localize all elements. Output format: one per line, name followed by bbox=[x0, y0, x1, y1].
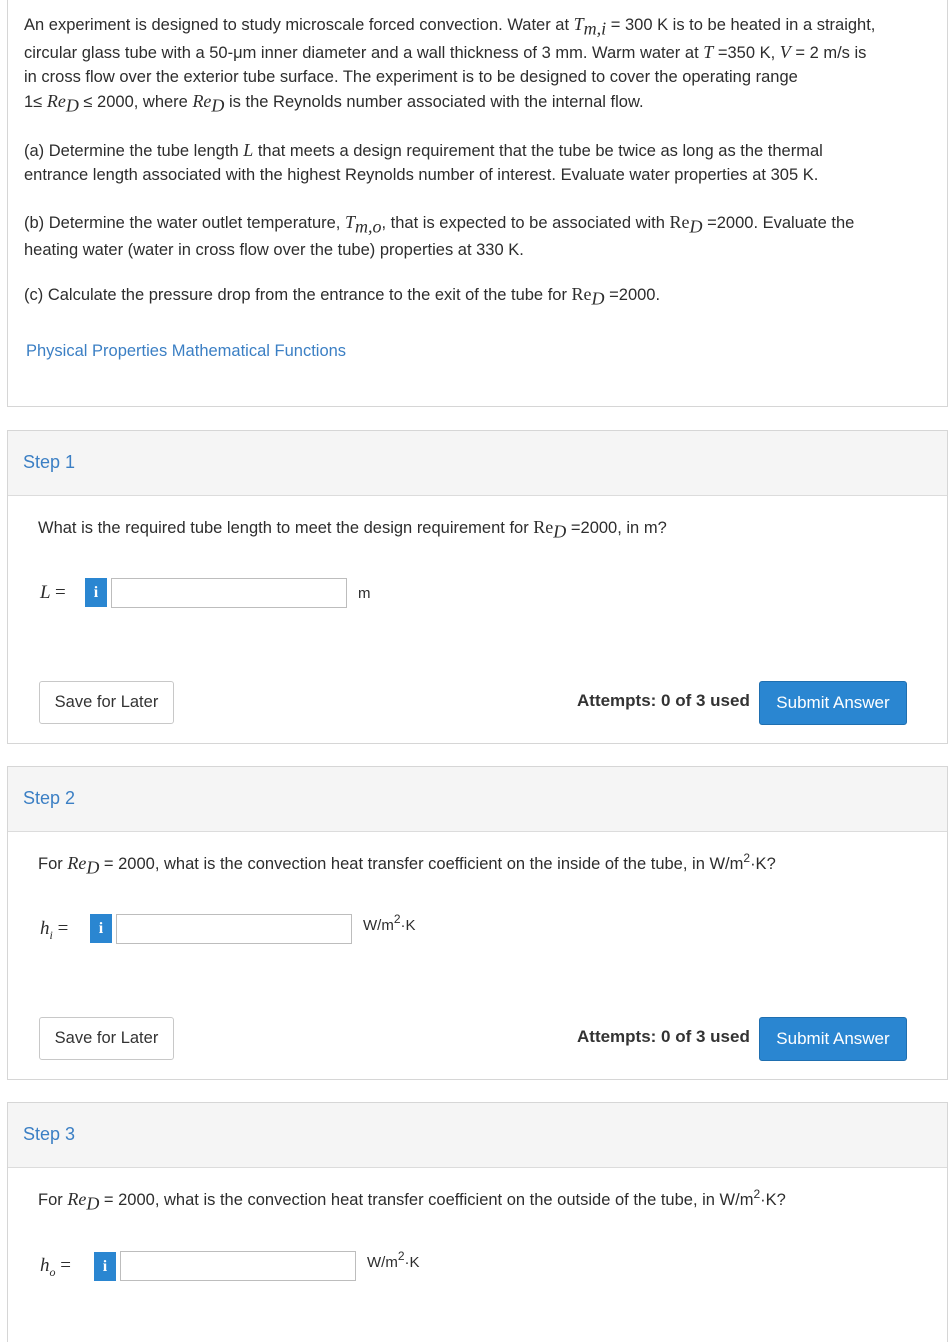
unit-text: W/m bbox=[367, 1254, 398, 1271]
math-subscript: D bbox=[591, 288, 605, 309]
problem-text: 1≤ bbox=[24, 93, 47, 112]
superscript: 2 bbox=[393, 912, 401, 926]
unit-text: ·K bbox=[404, 1254, 420, 1271]
step-2-question bbox=[38, 851, 776, 879]
step-1-card bbox=[7, 430, 948, 744]
unit-label bbox=[363, 912, 416, 934]
problem-part-c bbox=[24, 282, 939, 310]
step-1-title: Step 1 bbox=[23, 452, 76, 472]
unit-text: ·K bbox=[400, 917, 416, 934]
equals-sign: = bbox=[57, 918, 69, 939]
math-symbol: Re bbox=[67, 853, 87, 873]
math-subscript: m,i bbox=[583, 18, 607, 39]
problem-text: = 300 K is to be heated in a straight, bbox=[606, 16, 876, 34]
label-subscript: i bbox=[49, 927, 53, 942]
resource-links bbox=[26, 342, 346, 361]
math-subscript: D bbox=[86, 1193, 100, 1214]
problem-text: (c) Calculate the pressure drop from the entrance to the exit of the tube for bbox=[24, 286, 572, 304]
math-symbol: Re bbox=[67, 1189, 87, 1209]
question-text: = 2000, what is the convection heat transfer coefficient on the inside of the tube, in W/m bbox=[99, 855, 744, 873]
attempts-counter: Attempts: 0 of 3 used bbox=[577, 1027, 750, 1046]
answer-label bbox=[40, 582, 66, 604]
equals-sign: = bbox=[54, 582, 66, 603]
answer-label bbox=[40, 1255, 71, 1280]
submit-answer-button[interactable]: Submit Answer bbox=[759, 681, 907, 725]
info-icon[interactable]: i bbox=[94, 1252, 116, 1281]
problem-text: is the Reynolds number associated with the internal flow. bbox=[224, 93, 644, 112]
problem-text: entrance length associated with the highest Reynolds number of interest. Evaluate water properties at 305 K. bbox=[24, 166, 819, 184]
submit-answer-button[interactable]: Submit Answer bbox=[759, 1017, 907, 1061]
math-symbol: L bbox=[243, 140, 254, 160]
label-symbol: h bbox=[40, 918, 50, 939]
question-text: For bbox=[38, 855, 68, 873]
problem-text: An experiment is designed to study microscale forced convection. Water at bbox=[24, 16, 574, 34]
math-subscript: D bbox=[211, 95, 225, 116]
problem-text: circular glass tube with a 50-μm inner diameter and a wall thickness of 3 mm. Warm water at bbox=[24, 44, 704, 63]
math-subscript: D bbox=[689, 216, 703, 237]
superscript: 2 bbox=[753, 1187, 761, 1201]
step-3-card bbox=[7, 1102, 948, 1342]
math-subscript: D bbox=[65, 95, 79, 116]
problem-text: (b) Determine the water outlet temperature, bbox=[24, 214, 345, 232]
step-3-question bbox=[38, 1187, 786, 1215]
save-for-later-button[interactable]: Save for Later bbox=[39, 1017, 174, 1060]
problem-text: =2000. bbox=[604, 286, 661, 304]
math-subscript: D bbox=[553, 521, 567, 542]
math-symbol: T bbox=[344, 212, 355, 232]
inside-coefficient-input[interactable] bbox=[116, 914, 352, 944]
tube-length-input[interactable] bbox=[111, 578, 347, 608]
problem-text: =2000. Evaluate the bbox=[702, 214, 855, 232]
question-text: ·K? bbox=[760, 1191, 786, 1209]
problem-text: in cross flow over the exterior tube surface. The experiment is to be designed to cover the operating range bbox=[24, 68, 798, 87]
problem-text: (a) Determine the tube length bbox=[24, 142, 244, 160]
problem-text: heating water (water in cross flow over the tube) properties at 330 K. bbox=[24, 241, 524, 260]
math-symbol: Re bbox=[46, 91, 66, 112]
step-2-card bbox=[7, 766, 948, 1080]
problem-text: =350 K, bbox=[713, 44, 780, 63]
problem-text: that meets a design requirement that the tube be twice as long as the thermal bbox=[253, 142, 823, 160]
save-for-later-button[interactable]: Save for Later bbox=[39, 681, 174, 724]
problem-card bbox=[7, 0, 948, 407]
info-icon[interactable]: i bbox=[85, 578, 107, 607]
step-2-header bbox=[8, 767, 947, 832]
outside-coefficient-input[interactable] bbox=[120, 1251, 356, 1281]
problem-text: , that is expected to be associated with bbox=[381, 214, 670, 232]
math-symbol: T bbox=[703, 42, 714, 63]
math-subscript: D bbox=[86, 857, 100, 878]
step-2-title: Step 2 bbox=[23, 788, 76, 808]
question-text: ·K? bbox=[750, 855, 776, 873]
answer-label bbox=[40, 918, 68, 943]
step-1-header bbox=[8, 431, 947, 496]
math-symbol: Re bbox=[571, 284, 592, 304]
step-1-question bbox=[38, 515, 667, 543]
equals-sign: = bbox=[60, 1255, 71, 1276]
step-3-header bbox=[8, 1103, 947, 1168]
math-symbol: Re bbox=[669, 212, 690, 232]
attempts-counter: Attempts: 0 of 3 used bbox=[577, 691, 750, 710]
question-text: For bbox=[38, 1191, 68, 1209]
problem-part-b bbox=[24, 210, 939, 262]
question-text: =2000, in m? bbox=[566, 519, 667, 537]
label-symbol: L bbox=[40, 582, 51, 603]
math-symbol: Re bbox=[533, 517, 554, 537]
label-symbol: h bbox=[40, 1255, 50, 1276]
problem-text: ≤ 2000, where bbox=[78, 93, 193, 112]
info-icon[interactable]: i bbox=[90, 914, 112, 943]
superscript: 2 bbox=[397, 1249, 405, 1263]
unit-label: m bbox=[358, 585, 371, 602]
problem-statement bbox=[24, 12, 939, 118]
problem-part-a bbox=[24, 138, 939, 187]
unit-label bbox=[367, 1249, 420, 1271]
label-subscript: o bbox=[49, 1264, 56, 1279]
question-text: What is the required tube length to meet the design requirement for bbox=[38, 519, 534, 537]
superscript: 2 bbox=[743, 851, 751, 865]
problem-text: = 2 m/s is bbox=[790, 44, 867, 63]
math-symbol: T bbox=[573, 14, 584, 34]
step-3-title: Step 3 bbox=[23, 1124, 76, 1144]
unit-text: W/m bbox=[363, 917, 394, 934]
math-subscript: m,o bbox=[355, 216, 382, 237]
question-text: = 2000, what is the convection heat transfer coefficient on the outside of the tube, in W/m bbox=[99, 1191, 754, 1209]
math-symbol: V bbox=[779, 42, 791, 63]
math-symbol: Re bbox=[192, 91, 212, 112]
physical-properties-link[interactable]: Physical Properties Mathematical Functions bbox=[26, 342, 347, 360]
